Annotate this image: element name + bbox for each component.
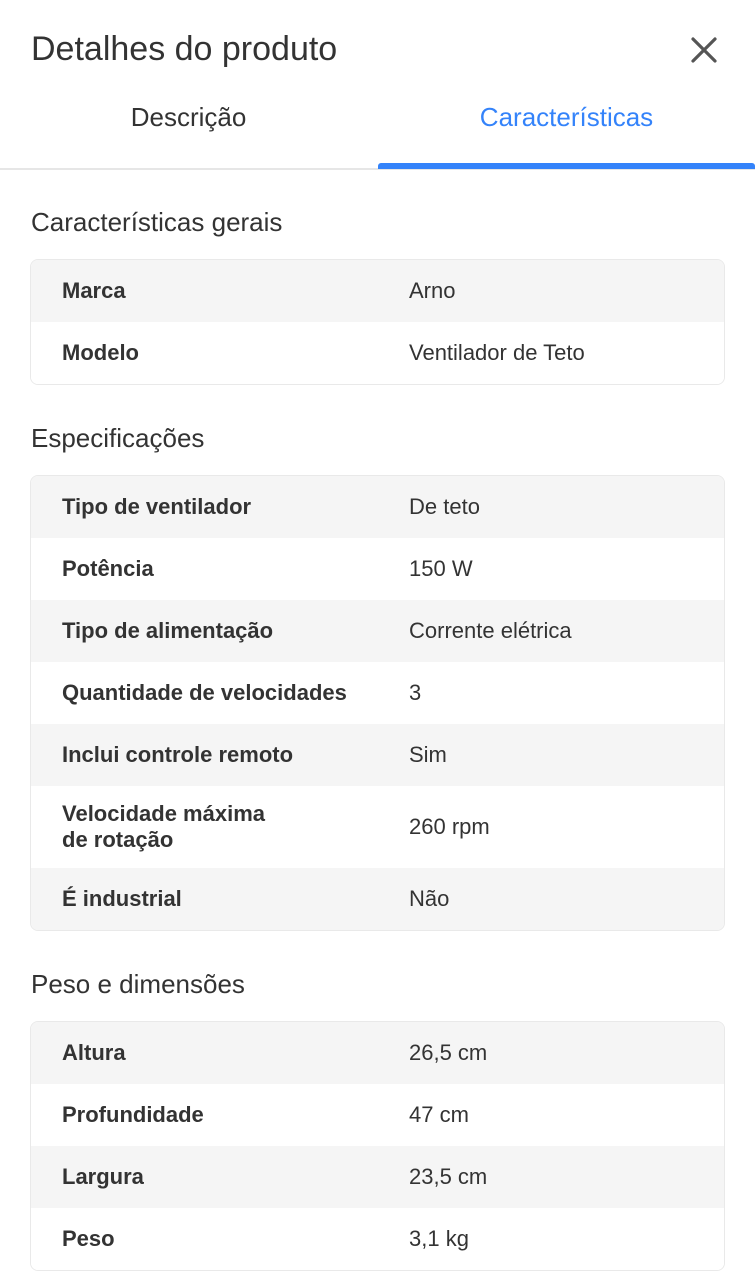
spec-value: 3: [409, 680, 422, 705]
table-row: [31, 260, 724, 322]
spec-value: De teto: [409, 494, 480, 519]
table-row: [31, 1084, 724, 1146]
spec-label: Potência: [62, 556, 154, 581]
spec-value: 26,5 cm: [409, 1040, 488, 1065]
table-row: [31, 662, 724, 724]
spec-label: Inclui controle remoto: [62, 742, 294, 767]
section-title-caracteristicas-gerais: Características gerais: [31, 207, 283, 237]
tab-caracteristicas[interactable]: Características: [479, 102, 654, 132]
spec-label: Velocidade máxima de rotação: [62, 801, 265, 852]
spec-value: Corrente elétrica: [409, 618, 572, 643]
active-tab-indicator: [378, 163, 755, 169]
spec-label: Tipo de alimentação: [62, 618, 274, 643]
spec-value: Não: [409, 886, 450, 911]
spec-label: Tipo de ventilador: [62, 494, 252, 519]
spec-label: Largura: [62, 1164, 144, 1189]
table-row: [31, 600, 724, 662]
table-row: [31, 786, 724, 868]
spec-value: 150 W: [409, 556, 473, 581]
close-button[interactable]: [684, 30, 724, 70]
tab-descricao[interactable]: Descrição: [130, 102, 247, 132]
spec-table-caracteristicas-gerais: [30, 259, 725, 385]
spec-label: Peso: [62, 1226, 115, 1251]
table-row: [31, 724, 724, 786]
table-row: [31, 1146, 724, 1208]
spec-value: Sim: [409, 742, 447, 767]
table-row: [31, 1208, 724, 1270]
modal-header: [0, 0, 755, 100]
page-title: Detalhes do produto: [31, 30, 338, 68]
spec-value: 3,1 kg: [409, 1226, 469, 1251]
table-row: [31, 322, 724, 384]
spec-label: É industrial: [62, 886, 182, 911]
close-icon[interactable]: [684, 30, 724, 70]
spec-table-peso-e-dimensoes: [30, 1021, 725, 1271]
spec-label: Marca: [62, 278, 126, 303]
spec-label: Profundidade: [62, 1102, 204, 1127]
spec-table-especificacoes: [30, 475, 725, 931]
spec-value: 47 cm: [409, 1102, 469, 1127]
table-row: [31, 476, 724, 538]
spec-value: Arno: [409, 278, 456, 303]
spec-label: Altura: [62, 1040, 126, 1065]
section-title-peso-e-dimensoes: Peso e dimensões: [31, 969, 245, 999]
table-row: [31, 1022, 724, 1084]
spec-value: Ventilador de Teto: [409, 340, 585, 365]
characteristics-content: [0, 170, 755, 1271]
spec-label: Modelo: [62, 340, 139, 365]
spec-value: 23,5 cm: [409, 1164, 488, 1189]
spec-label: Quantidade de velocidades: [62, 680, 347, 705]
table-row: [31, 868, 724, 930]
section-title-especificacoes: Especificações: [31, 423, 205, 453]
tab-bar: [0, 86, 755, 170]
table-row: [31, 538, 724, 600]
spec-value: 260 rpm: [409, 814, 490, 839]
